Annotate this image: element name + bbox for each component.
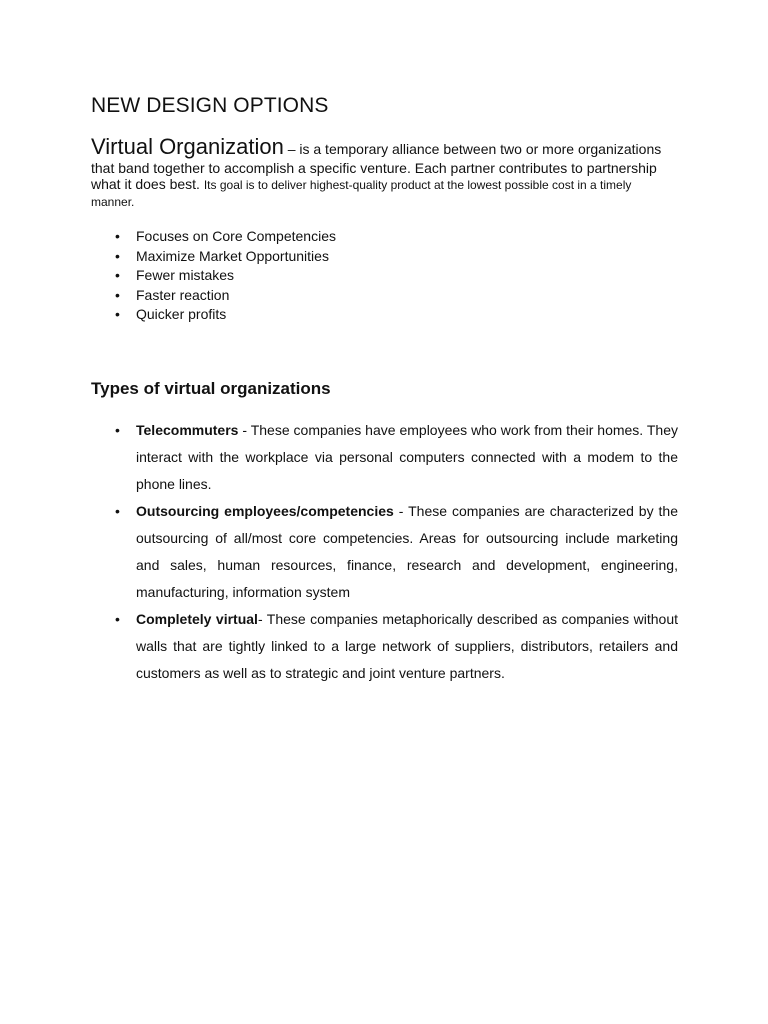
list-item — [91, 498, 678, 606]
list-item-text: Focuses on Core Competencies — [136, 228, 336, 244]
list-item — [91, 247, 678, 267]
list-item — [91, 286, 678, 306]
bullet-icon: • — [115, 306, 120, 322]
type-description: - These companies have employees who work from their homes. They interact with the workplace via personal computers connected with a modem to the phone lines. — [136, 421, 678, 492]
list-item-text: Maximize Market Opportunities — [136, 247, 329, 264]
type-description: - These companies metaphorically described as companies without walls that are tightly linked to a large network of suppliers, distributors, retailers and customers as well as to strategic and joint venture partners. — [136, 610, 678, 681]
intro-term: Virtual Organization — [91, 134, 284, 159]
list-item — [91, 305, 678, 325]
type-term: Completely virtual — [136, 610, 258, 627]
type-term: Telecommuters — [136, 421, 239, 438]
type-description: - These companies are characterized by the outsourcing of all/most core competencies. Areas for outsourcing include marketing and sales, human resources, finance, research and development, engineering, manufacturing, information system — [136, 502, 678, 600]
list-item — [91, 606, 678, 687]
list-item — [91, 227, 678, 247]
bullet-icon: • — [115, 228, 120, 244]
benefits-list — [91, 227, 678, 325]
list-item-text: Faster reaction — [136, 286, 230, 303]
intro-paragraph — [91, 134, 678, 210]
section-heading: Types of virtual organizations — [91, 378, 331, 398]
document-content — [91, 92, 678, 687]
bullet-icon: • — [115, 610, 120, 627]
type-term: Outsourcing employees/competencies — [136, 502, 394, 519]
bullet-icon: • — [115, 247, 120, 264]
bullet-icon: • — [115, 502, 120, 519]
list-item-text: Quicker profits — [136, 306, 227, 322]
list-item — [91, 266, 678, 286]
intro-goal: Its goal is to deliver highest-quality product at the lowest possible cost in a timely manner. — [91, 178, 632, 209]
intro-definition: – is a temporary alliance between two or more organizations that band together to accomplish a specific venture. Each partner contributes to partnership what it does best. — [91, 141, 662, 192]
bullet-icon: • — [115, 267, 120, 283]
page-title: NEW DESIGN OPTIONS — [91, 94, 329, 117]
types-list — [91, 417, 678, 687]
list-item — [91, 417, 678, 498]
bullet-icon: • — [115, 421, 120, 438]
list-item-text: Fewer mistakes — [136, 267, 235, 283]
bullet-icon: • — [115, 286, 120, 303]
